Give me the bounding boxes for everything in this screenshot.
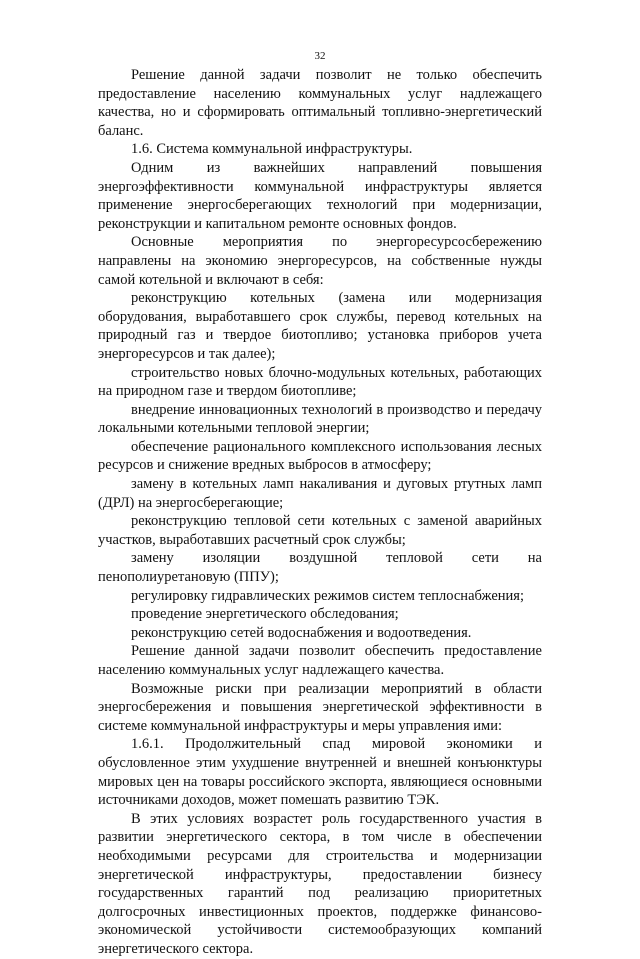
page-number: 32 xyxy=(314,50,326,62)
paragraph: Решение данной задачи позволит не только обеспечить предоставление населению коммунальных услуг надлежащего качества, но и сформировать оптимальный топливно-энергетический баланс. xyxy=(98,67,542,139)
list-item: внедрение инновационных технологий в производство и передачу локальными котельными тепловой энергии; xyxy=(98,401,542,437)
list-item: обеспечение рационального комплексного использования лесных ресурсов и снижение вредных выбросов в атмосферу; xyxy=(98,438,542,474)
paragraph: Решение данной задачи позволит обеспечить предоставление населению коммунальных услуг надлежащего качества. xyxy=(98,643,542,678)
paragraph: Одним из важнейших направлений повышения энергоэффективности коммунальной инфраструктуры является применение энергосберегающих технологий при модернизации, реконструкции и капитальном ремонте основных фондов. xyxy=(98,159,542,232)
list-item: замену изоляции воздушной тепловой сети на пенополиуретановую (ППУ); xyxy=(98,550,542,586)
section-heading: 1.6. Система коммунальной инфраструктуры. xyxy=(131,141,413,158)
paragraph: Основные мероприятия по энергоресурсосбережению направлены на экономию энергоресурсов, на собственные нужды самой котельной и включают в себя: xyxy=(98,234,542,288)
list-item: реконструкцию тепловой сети котельных с заменой аварийных участков, выработавших расчетный срок службы; xyxy=(98,513,542,548)
list-item: строительство новых блочно-модульных котельных, работающих на природном газе и твердом биотопливе; xyxy=(98,364,542,400)
list-item: замену в котельных ламп накаливания и дуговых ртутных ламп (ДРЛ) на энергосберегающие; xyxy=(98,476,542,511)
list-item: регулировку гидравлических режимов систем теплоснабжения; xyxy=(131,587,525,604)
list-item: реконструкцию сетей водоснабжения и водоотведения. xyxy=(131,624,472,641)
list-item: проведение энергетического обследования; xyxy=(131,606,399,623)
paragraph: В этих условиях возрастет роль государственного участия в развитии энергетического сектора, в том числе в обеспечении необходимыми ресурсами для строительства и модернизации энергетической инфраструктуры, предоставлении бизнесу государственных гарантий под реализацию приоритетных долгосрочных инвестиционных проектов, поддержке финансово-экономической устойчивости системообразующих компаний энергетического сектора. xyxy=(98,810,542,957)
body-text xyxy=(98,66,542,959)
list-item: реконструкцию котельных (замена или модернизация оборудования, выработавшего срок службы, перевод котельных на природный газ и твердое биотопливо; установка приборов учета энергоресурсов и так далее); xyxy=(98,290,542,362)
subsection-paragraph: 1.6.1. Продолжительный спад мировой экономики и обусловленное этим ухудшение внутренней и внешней конъюнктуры мировых цен на товары российского экспорта, являющиеся основными источниками доходов, может помешать развитию ТЭК. xyxy=(98,736,542,809)
paragraph: Возможные риски при реализации мероприятий в области энергосбережения и повышения энергетической эффективности в системе коммунальной инфраструктуры и меры управления ими: xyxy=(98,680,542,734)
